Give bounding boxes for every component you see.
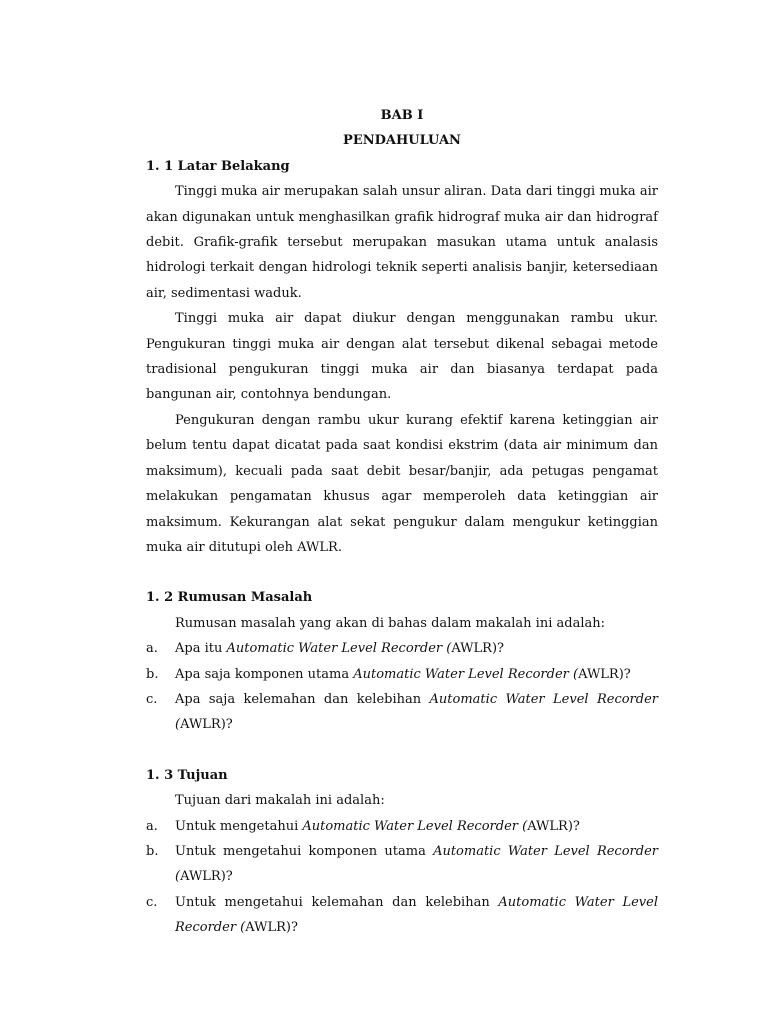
- item-term: Automatic Water Level Recorder (: [175, 894, 659, 936]
- latar-paragraph-1: Tinggi muka air merupakan salah unsur aliran. Data dari tinggi muka air akan digunakan untuk menghasilkan grafik hidrograf muka air dan hidrograf debit. Grafik-grafik tersebut merupakan masukan utama untuk analasis hidrologi terkait dengan hidrologi teknik seperti analisis banjir, ketersediaan air, sedimentasi waduk.: [146, 184, 658, 301]
- list-marker: c.: [146, 894, 158, 910]
- item-suffix: AWLR)?: [180, 869, 233, 885]
- list-marker: a.: [146, 641, 158, 657]
- item-text: Untuk mengetahui kelemahan dan kelebihan: [175, 894, 499, 910]
- list-marker: a.: [146, 818, 158, 834]
- item-text: Untuk mengetahui: [175, 818, 303, 834]
- section-heading-tujuan: 1. 3 Tujuan: [146, 767, 228, 783]
- item-text: Apa itu: [175, 641, 227, 657]
- rumusan-list: [146, 636, 658, 738]
- list-item: [146, 662, 658, 687]
- item-text: Apa saja kelemahan dan kelebihan: [175, 691, 430, 707]
- item-suffix: AWLR)?: [527, 818, 580, 834]
- list-item: [146, 687, 658, 738]
- item-term: Automatic Water Level Recorder (: [302, 818, 528, 834]
- item-suffix: AWLR)?: [578, 666, 631, 682]
- item-suffix: AWLR)?: [180, 717, 233, 733]
- item-text: Apa saja komponen utama: [175, 666, 354, 682]
- item-term: Automatic Water Level Recorder (: [175, 843, 658, 885]
- list-marker: b.: [146, 843, 159, 859]
- list-marker: c.: [146, 691, 158, 707]
- item-term: Automatic Water Level Recorder (: [175, 691, 658, 733]
- chapter-title: PENDAHULUAN: [343, 133, 461, 149]
- item-text: Untuk mengetahui komponen utama: [175, 843, 434, 859]
- item-term: Automatic Water Level Recorder (: [226, 641, 452, 657]
- section-heading-rumusan-masalah: 1. 2 Rumusan Masalah: [146, 590, 313, 606]
- list-item: [146, 636, 658, 661]
- tujuan-list: [146, 814, 658, 941]
- item-suffix: AWLR)?: [451, 641, 504, 657]
- chapter-label: BAB I: [380, 108, 424, 123]
- item-term: Automatic Water Level Recorder (: [353, 666, 579, 682]
- tujuan-intro: Tujuan dari makalah ini adalah:: [175, 793, 385, 809]
- section-heading-latar-belakang: 1. 1 Latar Belakang: [146, 158, 290, 174]
- list-marker: b.: [146, 666, 159, 682]
- section-spacer: [146, 560, 658, 585]
- rumusan-intro: Rumusan masalah yang akan di bahas dalam makalah ini adalah:: [175, 615, 605, 631]
- list-item: [146, 814, 658, 839]
- list-item: [146, 890, 658, 941]
- latar-paragraph-2: Tinggi muka air dapat diukur dengan menggunakan rambu ukur. Pengukuran tinggi muka air dengan alat tersebut dikenal sebagai metode tradisional pengukuran tinggi muka air dan biasanya terdapat pada bangunan air, contohnya bendungan.: [146, 311, 658, 403]
- latar-paragraph-3: Pengukuran dengan rambu ukur kurang efektif karena ketinggian air belum tentu dapat dicatat pada saat kondisi ekstrim (data air minimum dan maksimum), kecuali pada saat debit besar/banjir, ada petugas pengamat melakukan pengamatan khusus agar memperoleh data ketinggian air maksimum. Kekurangan alat sekat pengukur dalam mengukur ketinggian muka air ditutupi oleh AWLR.: [146, 412, 658, 555]
- section-spacer: [146, 738, 658, 763]
- list-item: [146, 839, 658, 890]
- item-suffix: AWLR)?: [245, 920, 298, 936]
